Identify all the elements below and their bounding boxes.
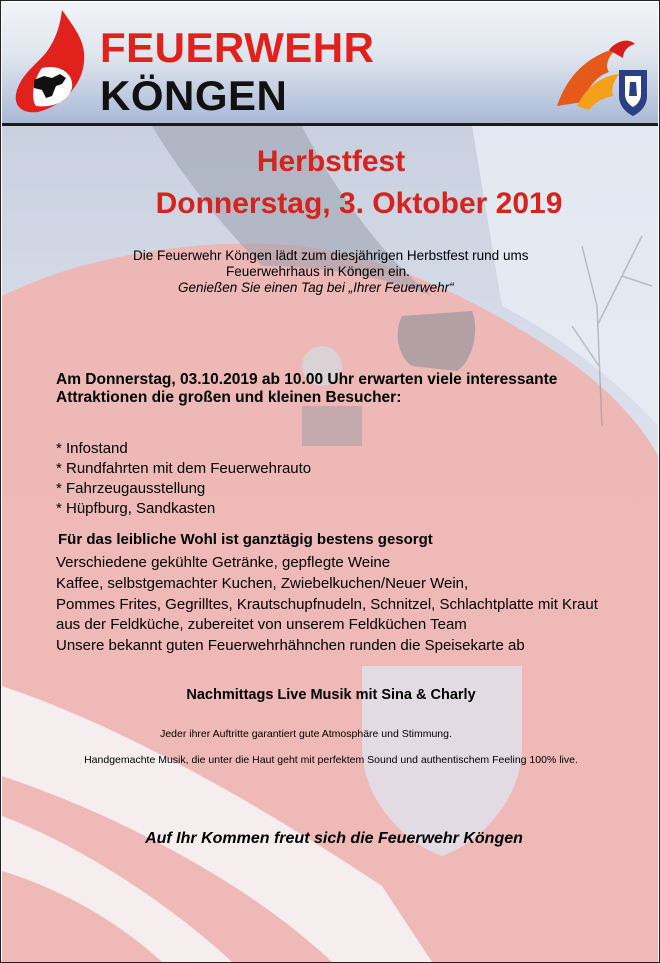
food-line: Pommes Frites, Gegrilltes, Krautschupfnudeln, Schnitzel, Schlachtplatte mit Kraut: [56, 596, 598, 613]
music-heading: Nachmittags Live Musik mit Sina & Charly: [186, 687, 476, 703]
header-divider: [2, 123, 658, 126]
org-name-line-2: KÖNGEN: [100, 72, 288, 119]
music-line-2: Handgemachte Musik, die unter die Haut geht mit perfektem Sound und authentischem Feeling 100% live.: [84, 754, 578, 766]
food-line: aus der Feldküche, zubereitet von unserem Feldküchen Team: [56, 616, 467, 633]
announcement-line-1: Am Donnerstag, 03.10.2019 ab 10.00 Uhr erwarten viele interessante: [56, 371, 558, 388]
attraction-item: * Rundfahrten mit dem Feuerwehrauto: [56, 460, 312, 477]
header-banner: [2, 2, 658, 123]
music-line-1: Jeder ihrer Auftritte garantiert gute Atmosphäre und Stimmung.: [160, 728, 452, 740]
announcement-line-2: Attraktionen die großen und kleinen Besucher:: [56, 389, 402, 406]
closing-line: Auf Ihr Kommen freut sich die Feuerwehr Köngen: [145, 830, 523, 847]
attraction-item: * Infostand: [56, 440, 128, 457]
intro-line-2: Feuerwehrhaus in Köngen ein.: [226, 264, 410, 279]
food-heading: Für das leibliche Wohl ist ganztägig bestens gesorgt: [58, 531, 433, 548]
intro-line-1: Die Feuerwehr Köngen lädt zum diesjährigen Herbstfest rund ums: [133, 248, 529, 263]
org-name-line-1: FEUERWEHR: [100, 24, 375, 71]
food-line: Kaffee, selbstgemachter Kuchen, Zwiebelkuchen/Neuer Wein,: [56, 575, 469, 592]
title-herbstfest: Herbstfest: [256, 145, 406, 178]
attraction-item: * Fahrzeugausstellung: [56, 480, 206, 497]
food-line: Unsere bekannt guten Feuerwehrhähnchen runden die Speisekarte ab: [56, 637, 525, 654]
food-line: Verschiedene gekühlte Getränke, gepflegte Weine: [56, 554, 391, 571]
title-date: Donnerstag, 3. Oktober 2019: [155, 187, 563, 220]
rooster-crest-icon: [547, 36, 657, 116]
intro-line-3: Genießen Sie einen Tag bei „Ihrer Feuerwehr“: [178, 280, 454, 295]
attraction-item: * Hüpfburg, Sandkasten: [56, 500, 216, 517]
feuerwehr-flame-logo-icon: [12, 8, 102, 118]
